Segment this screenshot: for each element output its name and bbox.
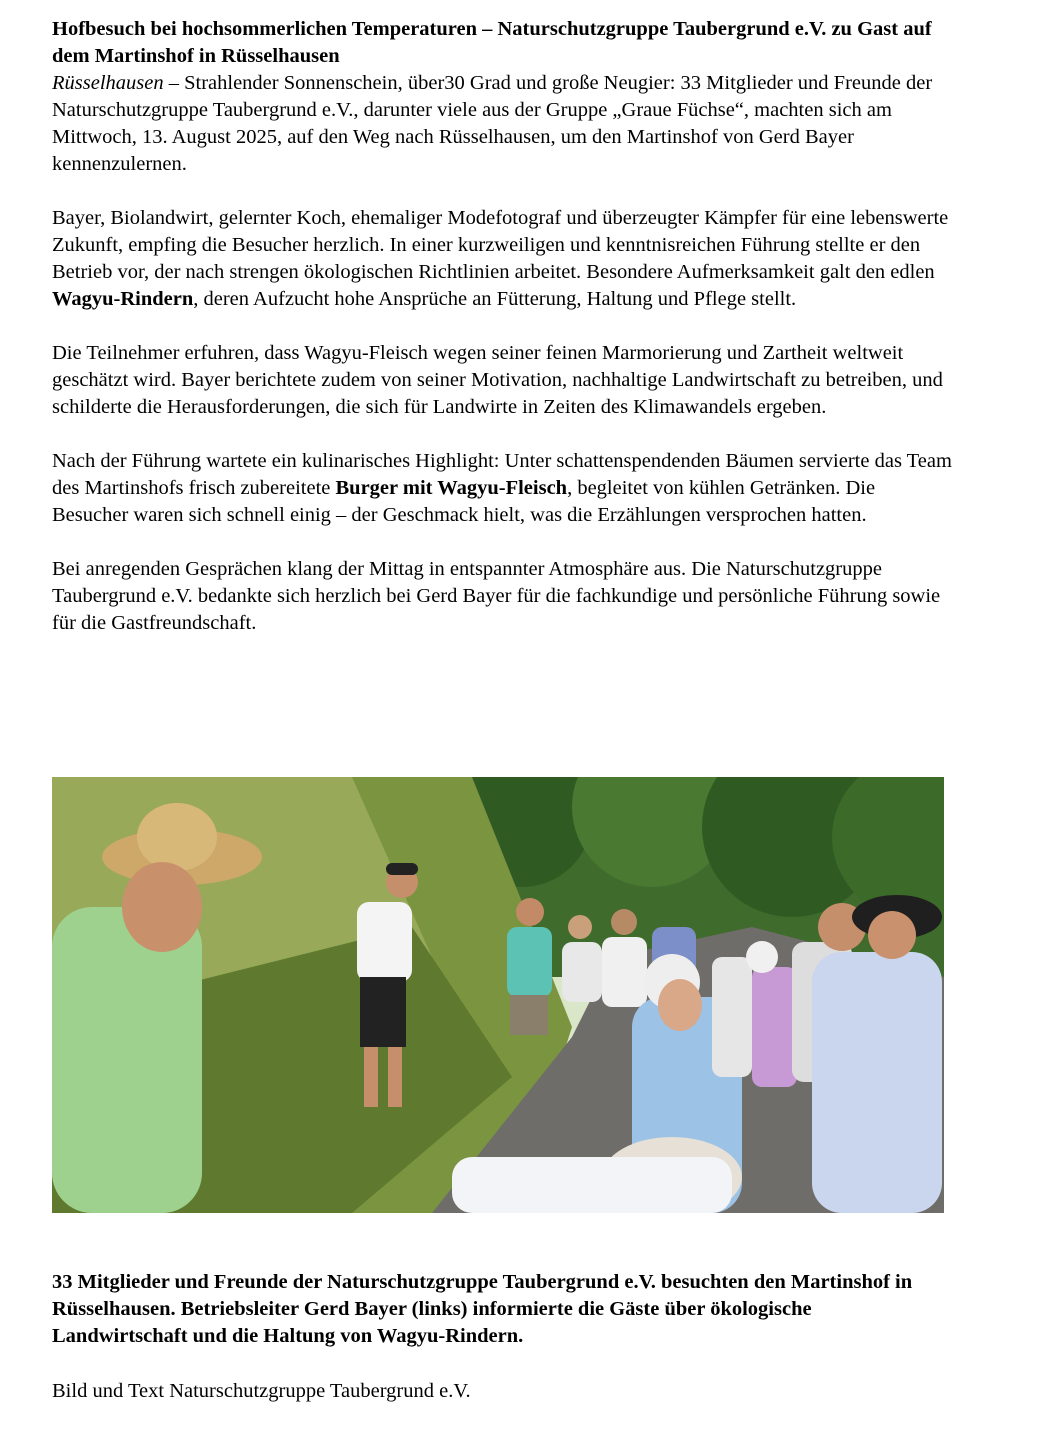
article-title: Hofbesuch bei hochsommerlichen Temperaturen – Naturschutzgruppe Taubergrund e.V. zu Gast auf dem Martinshof in Rüsselhausen <box>52 18 932 67</box>
paragraph-2-text-b: , deren Aufzucht hohe Ansprüche an Fütterung, Haltung und Pflege stellt. <box>193 288 797 310</box>
dateline-place: Rüsselhausen <box>52 72 164 94</box>
article <box>52 16 952 664</box>
group-photo <box>52 777 944 1213</box>
photo-caption: 33 Mitglieder und Freunde der Naturschutzgruppe Taubergrund e.V. besuchten den Martinshof in Rüsselhausen. Betriebsleiter Gerd Bayer (links) informierte die Gäste über ökologische Landwirtschaft und die Haltung von Wagyu-Rindern. <box>52 1271 913 1347</box>
paragraph-5: Bei anregenden Gesprächen klang der Mittag in entspannter Atmosphäre aus. Die Naturschutzgruppe Taubergrund e.V. bedankte sich herzlich bei Gerd Bayer für die fachkundige und persönliche Führung sowie für die Gastfreundschaft. <box>52 558 941 634</box>
paragraph-2-bold: Wagyu-Rindern <box>52 288 194 310</box>
paragraph-3: Die Teilnehmer erfuhren, dass Wagyu-Fleisch wegen seiner feinen Marmorierung und Zartheit weltweit geschätzt wird. Bayer berichtete zudem von seiner Motivation, nachhaltige Landwirtschaft zu betreiben, und schilderte die Herausforderungen, die sich für Landwirte in Zeiten des Klimawandels ergeben. <box>52 342 943 418</box>
paragraph-4-text-b: , begleitet von kühlen Getränken. Die Besucher waren sich schnell einig – der Geschmack hielt, was die Erzählungen versprochen hatten. <box>52 477 876 526</box>
credit-line: Bild und Text Naturschutzgruppe Taubergrund e.V. <box>52 1380 471 1402</box>
paragraph-2-text-a: Bayer, Biolandwirt, gelernter Koch, ehemaliger Modefotograf und überzeugter Kämpfer für eine lebenswerte Zukunft, empfing die Besucher herzlich. In einer kurzweiligen und kenntnisreichen Führung stellte er den Betrieb vor, der nach strengen ökologischen Richtlinien arbeitet. Besondere Aufmerksamkeit galt den edlen <box>52 207 949 283</box>
paragraph-4-bold: Burger mit Wagyu-Fleisch <box>335 477 568 499</box>
paragraph-1-text: – Strahlender Sonnenschein, über30 Grad und große Neugier: 33 Mitglieder und Freunde der Naturschutzgruppe Taubergrund e.V., darunter viele aus der Gruppe „Graue Füchse“, machten sich am Mittwoch, 13. August 2025, auf den Weg nach Rüsselhausen, um den Martinshof von Gerd Bayer kennenzulernen. <box>52 72 933 175</box>
paragraph-4 <box>52 448 952 529</box>
paragraph-4-text-a: Nach der Führung wartete ein kulinarisches Highlight: Unter schattenspendenden Bäumen servierte das Team des Martinshofs frisch zubereitete <box>52 450 952 499</box>
paragraph-2 <box>52 205 952 313</box>
paragraph-1 <box>52 70 952 178</box>
